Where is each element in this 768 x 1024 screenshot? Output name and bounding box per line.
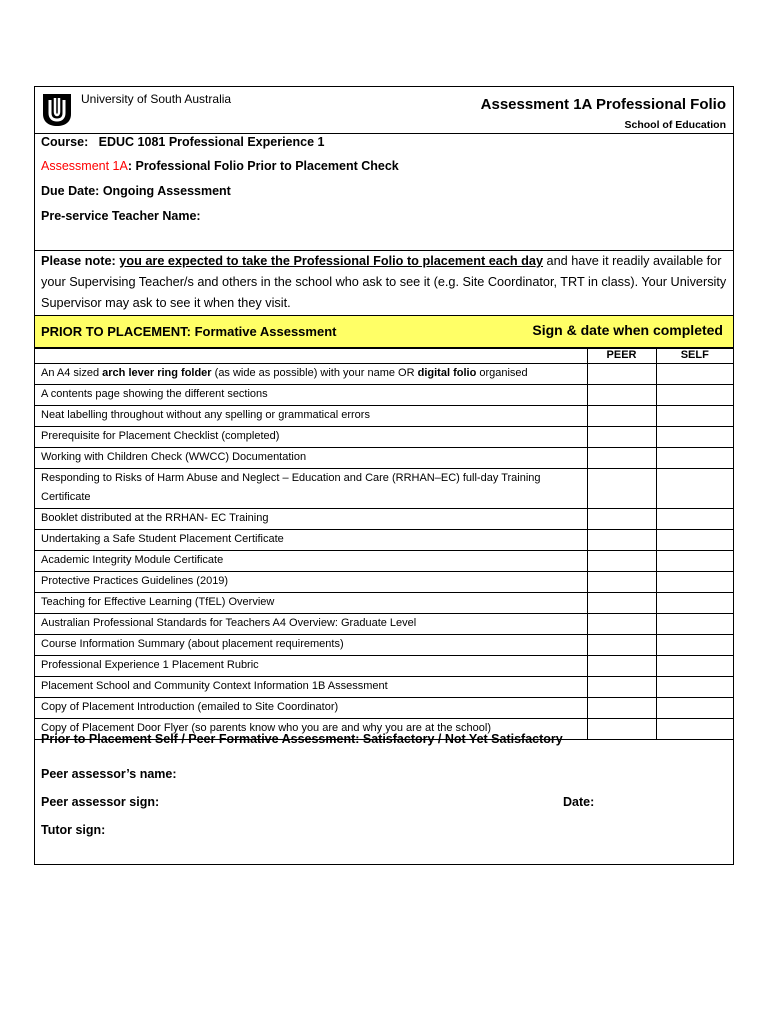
note-label: Please note: <box>41 254 116 268</box>
table-row <box>35 551 733 572</box>
university-logo-icon <box>41 92 73 128</box>
table-row <box>35 406 733 427</box>
table-row <box>35 593 733 614</box>
peer-cell[interactable] <box>587 656 656 677</box>
checklist-item: Course Information Summary (about placement requirements) <box>35 635 587 656</box>
checklist-item: Booklet distributed at the RRHAN- EC Training <box>35 509 587 530</box>
self-cell[interactable] <box>656 614 733 635</box>
prior-placement-banner <box>35 315 733 348</box>
peer-header: PEER <box>587 349 656 364</box>
summary-line: Prior to Placement Self / Peer Formative Assessment: Satisfactory / Not Yet Satisfactory <box>41 732 563 746</box>
checklist-item: Australian Professional Standards for Teachers A4 Overview: Graduate Level <box>35 614 587 635</box>
self-cell[interactable] <box>656 635 733 656</box>
checklist-item: Teaching for Effective Learning (TfEL) Overview <box>35 593 587 614</box>
course-value: EDUC 1081 Professional Experience 1 <box>98 135 325 149</box>
peer-cell[interactable] <box>587 530 656 551</box>
peer-cell[interactable] <box>587 509 656 530</box>
checklist-item: Neat labelling throughout without any spelling or grammatical errors <box>35 406 587 427</box>
note-rest: and have it readily available for your Supervising Teacher/s and others in the school who ask to see it (e.g. Site Coordinator, TRT in class). Your University Supervisor may ask to see it when they visit. <box>41 254 727 310</box>
teacher-name-field[interactable]: Pre-service Teacher Name: <box>41 209 201 223</box>
course-info <box>35 134 733 251</box>
checklist-item: Academic Integrity Module Certificate <box>35 551 587 572</box>
checklist-item: Prerequisite for Placement Checklist (completed) <box>35 427 587 448</box>
peer-cell[interactable] <box>587 448 656 469</box>
table-row <box>35 635 733 656</box>
table-row <box>35 572 733 593</box>
item-header <box>35 349 587 364</box>
self-cell[interactable] <box>656 530 733 551</box>
self-cell[interactable] <box>656 698 733 719</box>
table-row <box>35 530 733 551</box>
form-footer <box>35 732 733 864</box>
peer-name-field[interactable]: Peer assessor’s name: <box>41 767 177 781</box>
peer-cell[interactable] <box>587 698 656 719</box>
peer-cell[interactable] <box>587 427 656 448</box>
self-cell[interactable] <box>656 509 733 530</box>
self-cell[interactable] <box>656 406 733 427</box>
checklist-item: Responding to Risks of Harm Abuse and Neglect – Education and Care (RRHAN–EC) full-day Training Certificate <box>35 469 587 509</box>
checklist-table <box>35 348 733 740</box>
checklist-item: An A4 sized arch lever ring folder (as wide as possible) with your name OR digital folio organised <box>35 364 587 385</box>
peer-cell[interactable] <box>587 551 656 572</box>
school-name: School of Education <box>624 119 726 131</box>
table-row <box>35 614 733 635</box>
table-row <box>35 656 733 677</box>
prior-heading: PRIOR TO PLACEMENT: Formative Assessment <box>41 324 337 339</box>
note-underlined: you are expected to take the Professional Folio to placement each day <box>119 254 544 268</box>
form-header <box>35 87 733 134</box>
checklist-item: Professional Experience 1 Placement Rubric <box>35 656 587 677</box>
self-cell[interactable] <box>656 469 733 509</box>
peer-cell[interactable] <box>587 677 656 698</box>
assessment-line <box>41 159 399 173</box>
table-row <box>35 677 733 698</box>
peer-cell[interactable] <box>587 635 656 656</box>
table-row <box>35 385 733 406</box>
table-row <box>35 448 733 469</box>
self-cell[interactable] <box>656 448 733 469</box>
peer-cell[interactable] <box>587 364 656 385</box>
document-title: Assessment 1A Professional Folio <box>480 96 726 113</box>
tutor-sign-field[interactable]: Tutor sign: <box>41 823 106 837</box>
placement-note <box>35 251 733 315</box>
self-cell[interactable] <box>656 551 733 572</box>
table-row <box>35 469 733 509</box>
checklist-item: Copy of Placement Introduction (emailed to Site Coordinator) <box>35 698 587 719</box>
peer-cell[interactable] <box>587 614 656 635</box>
self-cell[interactable] <box>656 572 733 593</box>
table-header-row <box>35 349 733 364</box>
self-header: SELF <box>656 349 733 364</box>
self-cell[interactable] <box>656 427 733 448</box>
table-row <box>35 509 733 530</box>
self-cell[interactable] <box>656 677 733 698</box>
checklist-item: Placement School and Community Context Information 1B Assessment <box>35 677 587 698</box>
checklist-item: Undertaking a Safe Student Placement Certificate <box>35 530 587 551</box>
table-row <box>35 698 733 719</box>
peer-cell[interactable] <box>587 406 656 427</box>
date-field[interactable]: Date: <box>563 795 595 809</box>
peer-cell[interactable] <box>587 469 656 509</box>
sign-date-label: Sign & date when completed <box>532 322 723 338</box>
checklist-item: Protective Practices Guidelines (2019) <box>35 572 587 593</box>
table-row <box>35 427 733 448</box>
self-cell[interactable] <box>656 593 733 614</box>
due-date: Due Date: Ongoing Assessment <box>41 184 231 198</box>
peer-cell[interactable] <box>587 572 656 593</box>
checklist-item: Working with Children Check (WWCC) Documentation <box>35 448 587 469</box>
self-cell[interactable] <box>656 364 733 385</box>
peer-cell[interactable] <box>587 385 656 406</box>
university-name: University of South Australia <box>81 92 232 106</box>
table-row <box>35 364 733 385</box>
checklist-item: A contents page showing the different sections <box>35 385 587 406</box>
assessment-form <box>34 86 734 865</box>
peer-cell[interactable] <box>587 593 656 614</box>
assessment-label: Assessment 1A <box>41 159 128 173</box>
course-line: Course: EDUC 1081 Professional Experience 1 <box>41 135 325 149</box>
checklist-item: Copy of Placement Door Flyer (so parents know who you are and why you are at the school) <box>35 719 587 740</box>
self-cell[interactable] <box>656 385 733 406</box>
assessment-value: : Professional Folio Prior to Placement Check <box>127 159 399 173</box>
peer-sign-field[interactable]: Peer assessor sign: <box>41 795 160 809</box>
self-cell[interactable] <box>656 656 733 677</box>
